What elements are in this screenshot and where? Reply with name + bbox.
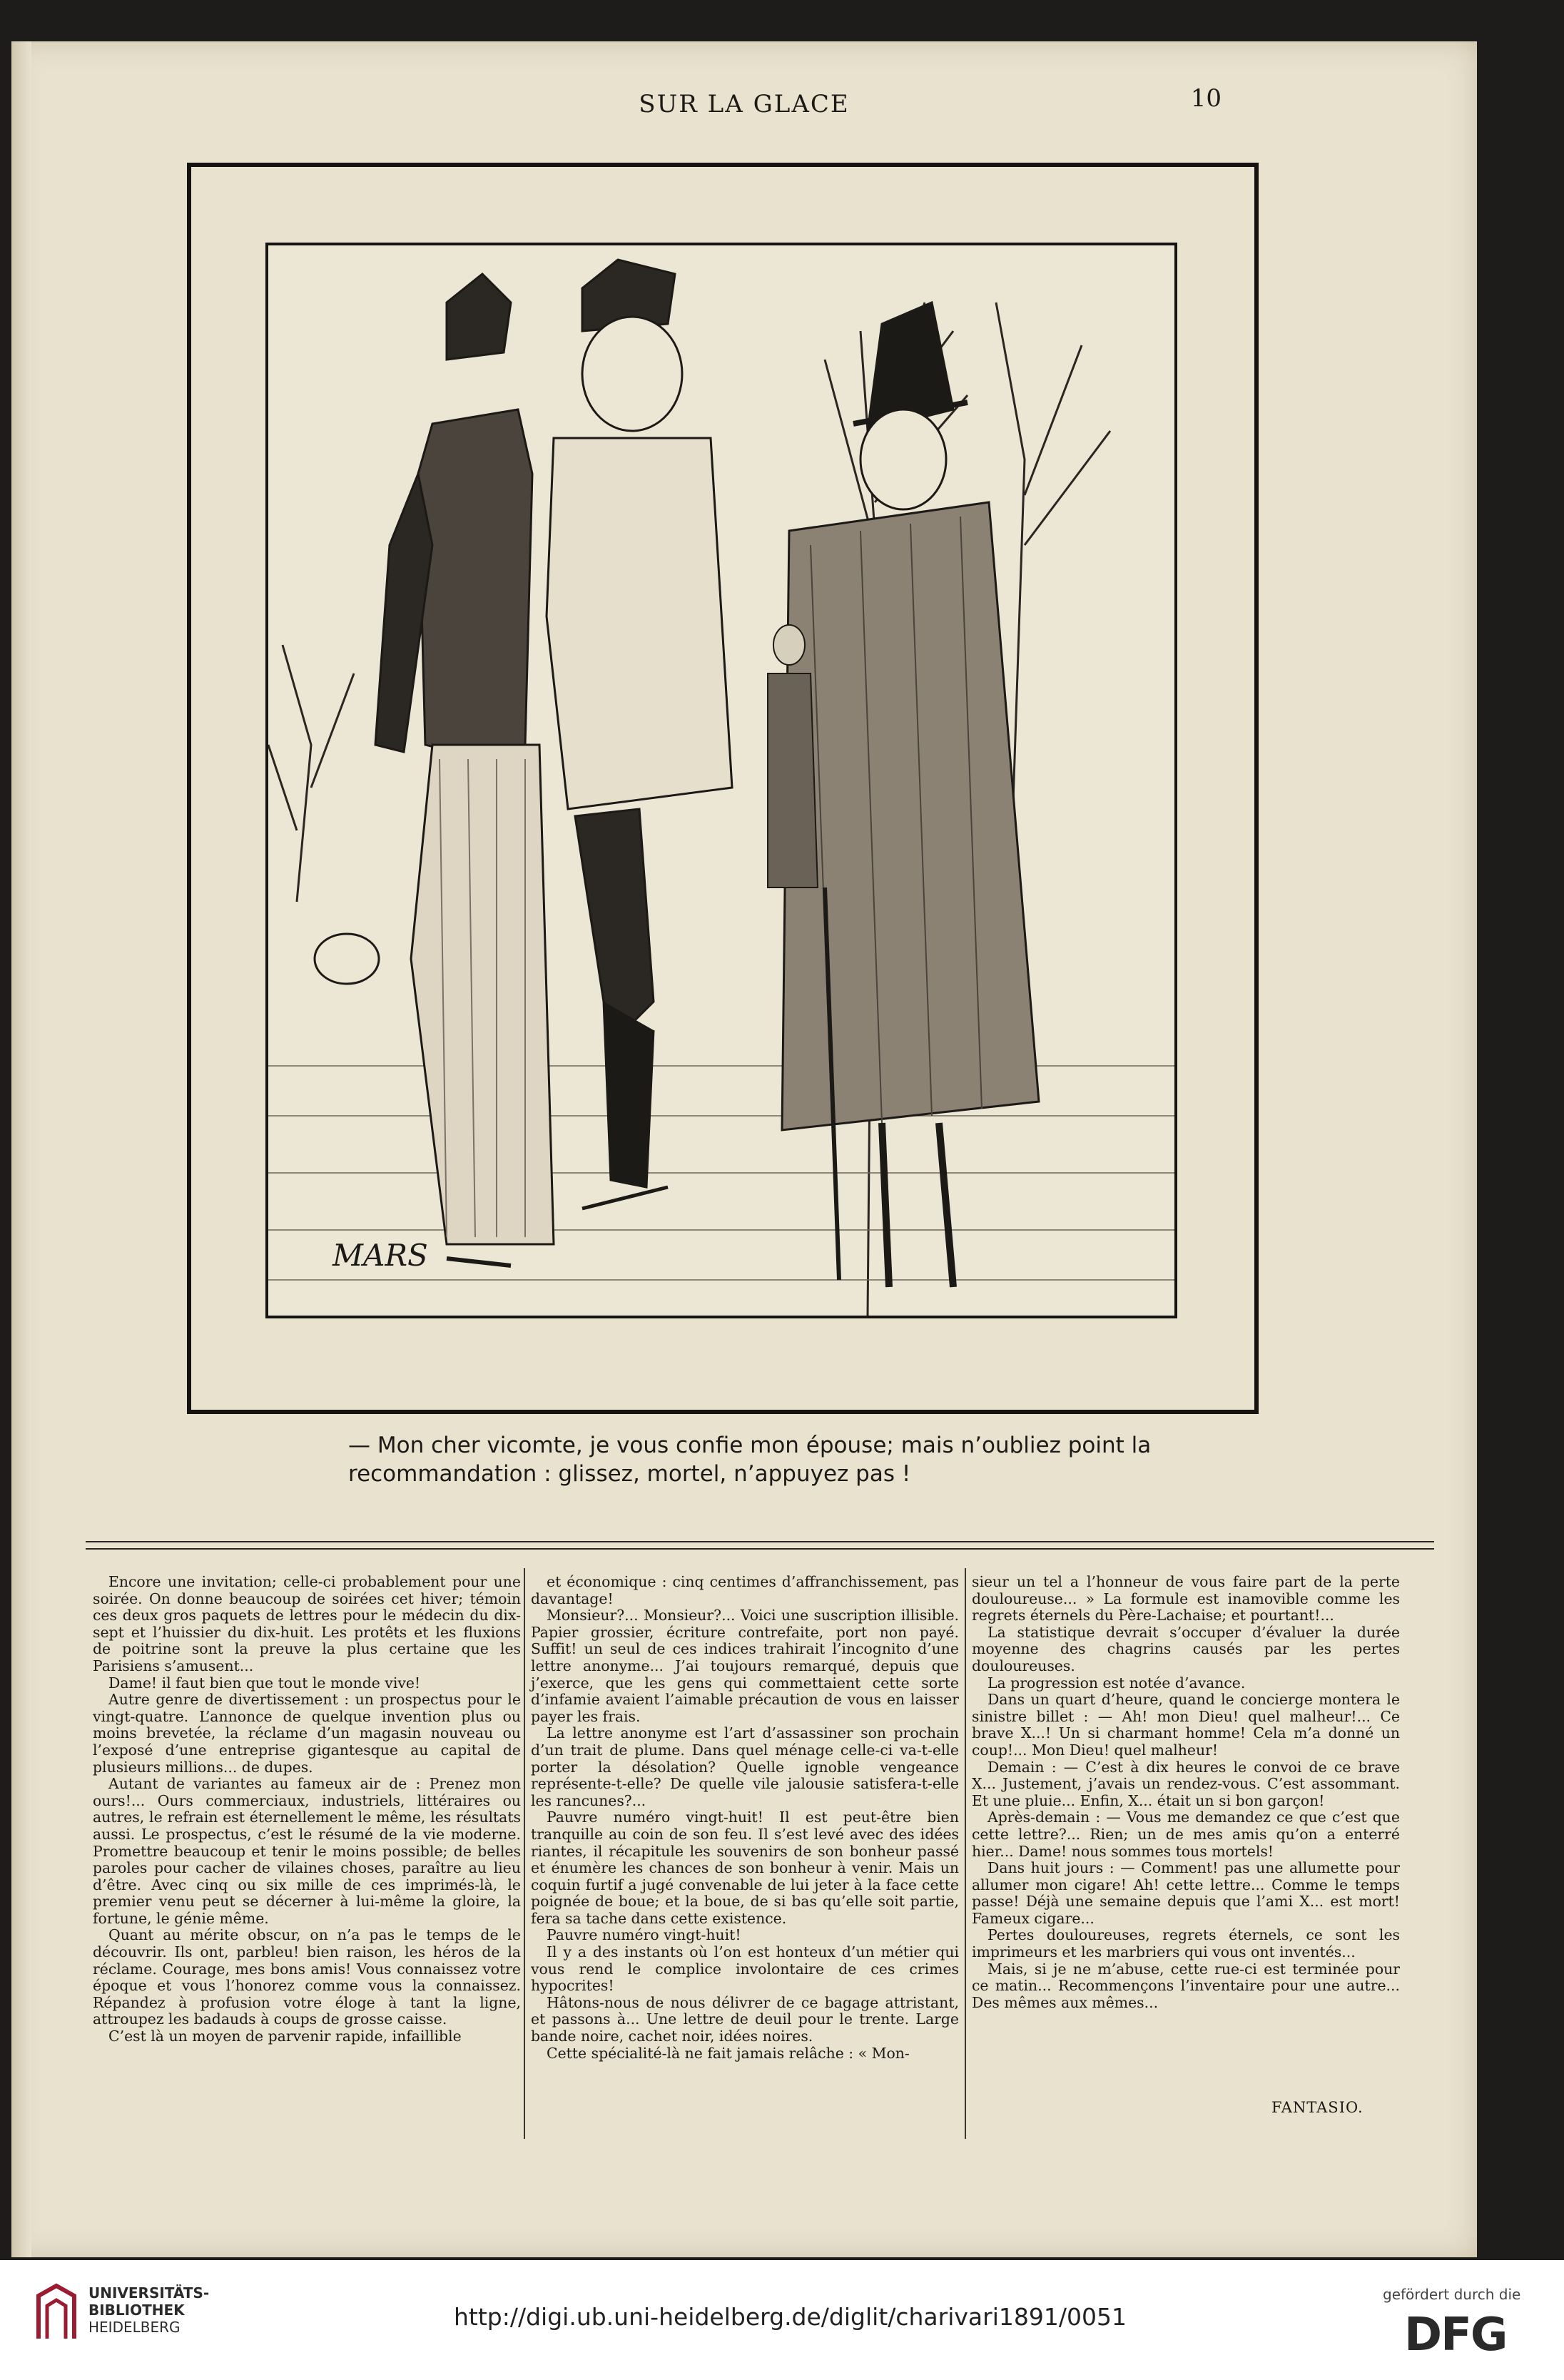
woman-figure — [315, 274, 554, 1266]
funding-note: gefördert durch die — [1383, 2286, 1521, 2303]
paragraph: Mais, si je ne m’abuse, cette rue-ci est terminée pour ce matin... Recommençons l’inventaire pour une autre... Des mêmes aux mêmes... — [972, 1960, 1400, 2011]
article-column-2 — [531, 1574, 959, 2062]
caption-line-2: recommandation : glissez, mortel, n’appuyez pas ! — [348, 1461, 911, 1487]
paragraph: sieur un tel a l’honneur de vous faire part de la perte douloureuse... » La formule est inamovible comme les regrets éternels du Père-Lachaise; et pourtant!... — [972, 1573, 1400, 1624]
paragraph: Il y a des instants où l’on est honteux d’un métier qui vous rend le complice involontaire de ces crimes hypocrites! — [531, 1943, 959, 1995]
paragraph: Monsieur?... Monsieur?... Voici une suscription illisible. Papier grossier, écriture contrefaite, port non payé. Suffit! un seul de ces indices trahirait l’incognito d’une lettre anonyme... J’ai toujours remarqué, depuis que j’exerce, que les gens qui commettaient cette sorte d’infamie avaient l’aimable précaution de vous en laisser payer les frais. — [531, 1607, 959, 1725]
paragraph: Quant au mérite obscur, on n’a pas le temps de le découvrir. Ils ont, parbleu! bien raison, les héros de la réclame. Courage, mes bons amis! Vous connaissez votre époque et vous l’honorez comme vous la connaissez. Répandez à profusion votre éloge à tant la ligne, attroupez les badauds à coups de grosse caisse. — [93, 1926, 521, 2028]
illustration-inner-frame — [265, 243, 1177, 1318]
top-hat-man-figure — [782, 302, 1039, 1287]
article-column-3 — [972, 1574, 1400, 2011]
digitization-footer — [0, 2260, 1564, 2380]
paragraph: Dans un quart d’heure, quand le concierge montera le sinistre billet : — Ah! mon Dieu! quel malheur!... Ce brave X...! Un si charmant homme! Cela m’a donné un coup!... Mon Dieu! quel malheur! — [972, 1691, 1400, 1759]
paragraph: Cette spécialité-là ne fait jamais relâche : « Mon- — [547, 2044, 910, 2062]
paragraph: Autant de variantes au fameux air de : Prenez mon ours!... Ours commerciaux, industriels, littéraires ou autres, le refrain est éternellement le même, les résultats aussi. Le prospectus, c’est le résumé de la vie moderne. Promettre beaucoup et tenir le moins possible; de belles paroles pour cacher de vilaines choses, paraître au lieu d’être. Avec cinq ou six mille de ces imprimés-là, le premier venu peut se décerner à lui-même la gloire, la fortune, le génie même. — [93, 1775, 521, 1927]
paragraph: Encore une invitation; celle-ci probablement pour une soirée. On donne beaucoup de soirées cet hiver; témoin ces deux gros paquets de lettres pour le médecin du dix-sept et l’huissier du dix-huit. Les protêts et les fluxions de poitrine sont la preuve la plus certaine que les Parisiens s’amusent... — [93, 1573, 521, 1674]
permalink-url[interactable]: http://digi.ub.uni-heidelberg.de/diglit/charivari1891/0051 — [454, 2303, 1127, 2331]
paragraph: Demain : — C’est à dix heures le convoi de ce brave X... Justement, j’avais un rendez-vous. C’est assommant. Et une pluie... Enfin, X... était un si bon garçon! — [972, 1758, 1400, 1809]
paragraph: Dans huit jours : — Comment! pas une allumette pour allumer mon cigare! Ah! cette lettre... Comme le temps passe! Déjà une semaine depuis que l’ami X... est mort! Fameux cigare... — [972, 1859, 1400, 1927]
artist-signature: MARS — [332, 1238, 428, 1273]
article-column-1 — [93, 1574, 521, 2045]
page-number: 10 — [1190, 84, 1222, 113]
paragraph: Dame! il faut bien que tout le monde vive! — [108, 1674, 421, 1692]
illustration-outer-frame — [187, 163, 1259, 1414]
university-library-logo-icon — [31, 2282, 81, 2346]
newspaper-page — [11, 41, 1477, 2257]
illustration-caption — [348, 1431, 1176, 1488]
paragraph: Pertes douloureuses, regrets éternels, ce sont les imprimeurs et les marbriers qui vous ont inventés... — [972, 1926, 1400, 1961]
paragraph: Autre genre de divertissement : un prospectus pour le vingt-quatre. L’annonce de quelque invention plus ou moins brevetée, la réclame d’un magasin nouveau ou l’exposé d’une entreprise gigantesque au capital de plusieurs millions... de dupes. — [93, 1691, 521, 1776]
paragraph: La lettre anonyme est l’art d’assassiner son prochain d’un trait de plume. Dans quel ménage celle-ci va-t-elle porter la désolation? Quelle ignoble vengeance représente-t-elle? De quelle vile jalousie satisfera-t-elle les rancunes?... — [531, 1724, 959, 1809]
paragraph: Pauvre numéro vingt-huit! — [547, 1926, 741, 1944]
section-divider-rule — [86, 1541, 1434, 1542]
paragraph: Pauvre numéro vingt-huit! Il est peut-être bien tranquille au coin de son feu. Il s’est levé avec des idées riantes, il récapitule les souvenirs de son bonheur passé et énumère les chances de son bonheur à venir. Mais un coquin furtif a jugé convenable de lui jeter à la face cette poignée de boue; et la boue, de si bas qu’elle soit partie, fera sa tache dans cette existence. — [531, 1809, 959, 1927]
paragraph: La statistique devrait s’occuper d’évaluer la durée moyenne des chagrins causés par les pertes douloureuses. — [972, 1623, 1400, 1674]
paragraph: et économique : cinq centimes d’affranchissement, pas davantage! — [531, 1573, 959, 1607]
dfg-logo: DFG — [1404, 2309, 1507, 2361]
page-binding-edge — [11, 41, 31, 2257]
paragraph: La progression est notée d’avance. — [987, 1674, 1246, 1692]
skating-scene-illustration — [268, 245, 1174, 1316]
university-library-name: UNIVERSITÄTS- BIBLIOTHEK HEIDELBERG — [88, 2284, 210, 2336]
page-title: SUR LA GLACE — [639, 90, 850, 118]
column-divider — [965, 1568, 966, 2139]
paragraph: Après-demain : — Vous me demandez ce que c’est que cette lettre?... Rien; un de mes amis qu’on a enterré hier... Dame! nous sommes tous mortels! — [972, 1809, 1400, 1860]
column-divider — [524, 1568, 525, 2139]
section-divider-rule — [86, 1548, 1434, 1550]
author-signature: FANTASIO. — [1271, 2099, 1364, 2116]
paragraph: C’est là un moyen de parvenir rapide, infaillible — [108, 2028, 462, 2045]
paragraph: Hâtons-nous de nous délivrer de ce bagage attristant, et passons à... Une lettre de deuil pour le trente. Large bande noire, cachet noir, idées noires. — [531, 1993, 959, 2045]
caption-line-1: — Mon cher vicomte, je vous confie mon épouse; mais n’oubliez point la — [348, 1433, 1152, 1458]
